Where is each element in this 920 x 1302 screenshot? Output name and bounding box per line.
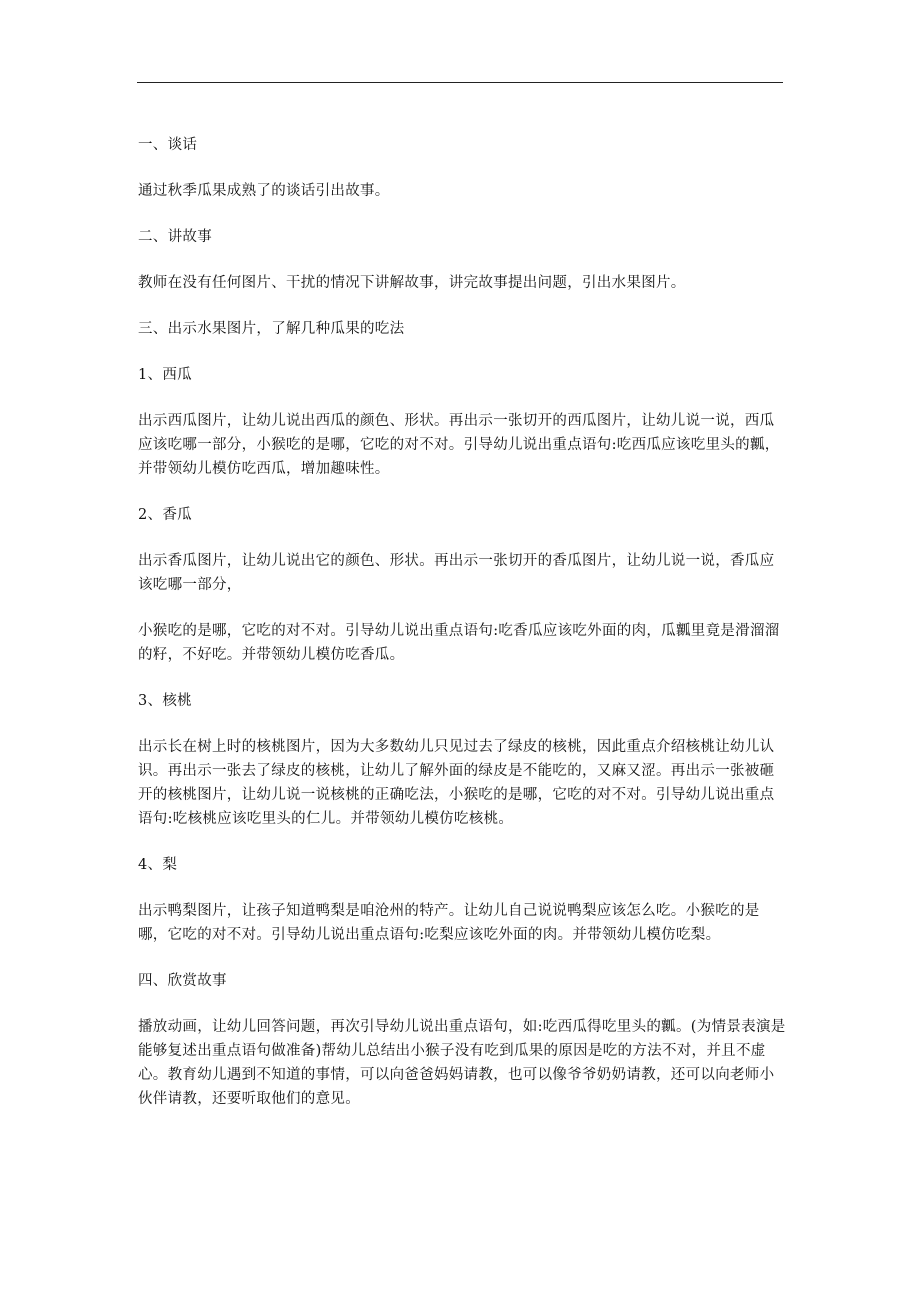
paragraph-story: 教师在没有任何图片、干扰的情况下讲解故事，讲完故事提出问题，引出水果图片。 bbox=[138, 275, 686, 291]
paragraph-melon-1: 出示香瓜图片，让幼儿说出它的颜色、形状。再出示一张切开的香瓜图片，让幼儿说一说，香瓜应该吃哪一部分， bbox=[138, 553, 775, 593]
section-heading-appreciate-story: 四、欣赏故事 bbox=[138, 973, 227, 989]
paragraph-walnut: 出示长在树上时的核桃图片，因为大多数幼儿只见过去了绿皮的核桃，因此重点介绍核桃让幼儿认识。再出示一张去了绿皮的核桃，让幼儿了解外面的绿皮是不能吃的，又麻又涩。再出示一张被砸开的核桃图片，让幼儿说一说核桃的正确吃法，小猴吃的是哪，它吃的对不对。引导幼儿说出重点语句:吃核桃应该吃里头的仁儿。并带领幼儿模仿吃核桃。 bbox=[138, 739, 775, 827]
paragraph-watermelon: 出示西瓜图片，让幼儿说出西瓜的颜色、形状。再出示一张切开的西瓜图片，让幼儿说一说，西瓜应该吃哪一部分，小猴吃的是哪，它吃的对不对。引导幼儿说出重点语句:吃西瓜应该吃里头的瓤，并带领幼儿模仿吃西瓜，增加趣味性。 bbox=[138, 413, 780, 477]
subheading-walnut: 3、核桃 bbox=[138, 693, 192, 709]
paragraph-talk: 通过秋季瓜果成熟了的谈话引出故事。 bbox=[138, 183, 390, 199]
section-heading-talk: 一、谈话 bbox=[138, 137, 198, 153]
paragraph-melon-2: 小猴吃的是哪，它吃的对不对。引导幼儿说出重点语句:吃香瓜应该吃外面的肉，瓜瓤里竟是滑溜溜的籽，不好吃。并带领幼儿模仿吃香瓜。 bbox=[138, 623, 780, 663]
subheading-pear: 4、梨 bbox=[138, 857, 178, 873]
section-heading-fruit-pictures: 三、出示水果图片，了解几种瓜果的吃法 bbox=[138, 321, 405, 337]
paragraph-pear: 出示鸭梨图片，让孩子知道鸭梨是咱沧州的特产。让幼儿自己说说鸭梨应该怎么吃。小猴吃的是哪，它吃的对不对。引导幼儿说出重点语句:吃梨应该吃外面的肉。并带领幼儿模仿吃梨。 bbox=[138, 903, 760, 943]
subheading-watermelon: 1、西瓜 bbox=[138, 367, 192, 383]
header-rule bbox=[137, 82, 783, 83]
document-body bbox=[138, 133, 788, 1133]
paragraph-appreciate-story: 播放动画，让幼儿回答问题，再次引导幼儿说出重点语句，如:吃西瓜得吃里头的瓤。(为情景表演是能够复述出重点语句做准备)帮幼儿总结出小猴子没有吃到瓜果的原因是吃的方法不对，并且不虚心。教育幼儿遇到不知道的事情，可以向爸爸妈妈请教，也可以像爷爷奶奶请教，还可以向老师小伙伴请教，还要听取他们的意见。 bbox=[138, 1019, 786, 1107]
section-heading-story: 二、讲故事 bbox=[138, 229, 212, 245]
subheading-melon: 2、香瓜 bbox=[138, 507, 192, 523]
